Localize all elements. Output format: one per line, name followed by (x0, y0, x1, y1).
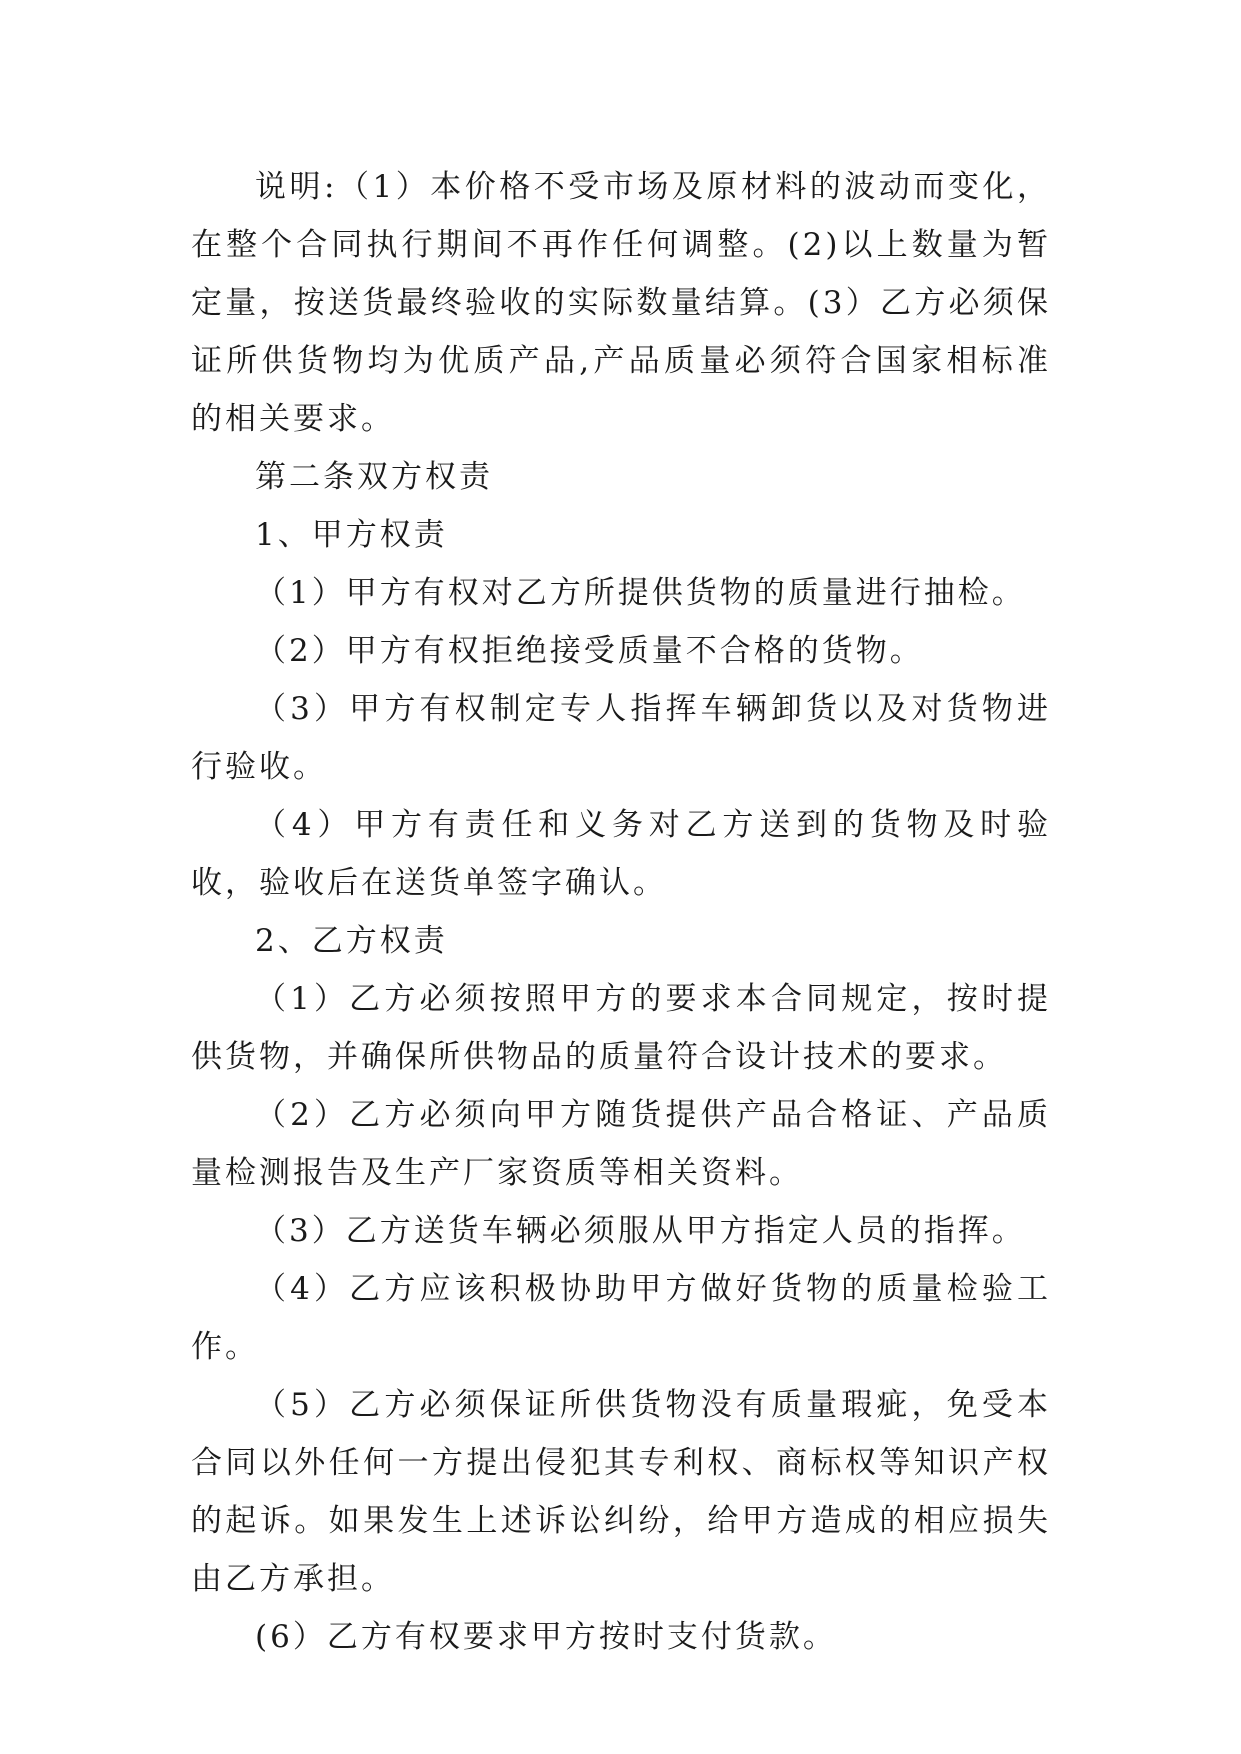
paragraph-party-b-1: （1）乙方必须按照甲方的要求本合同规定，按时提供货物，并确保所供物品的质量符合设计技术的要求。 (191, 981, 1051, 1075)
paragraph-party-b-5: （5）乙方必须保证所供货物没有质量瑕疵，免受本合同以外任何一方提出侵犯其专利权、商标权等知识产权的起诉。如果发生上述诉讼纠纷，给甲方造成的相应损失由乙方承担。 (191, 1387, 1051, 1597)
paragraph-party-b-6: (6）乙方有权要求甲方按时支付货款。 (255, 1619, 837, 1655)
paragraph-party-a-1: （1）甲方有权对乙方所提供货物的质量进行抽检。 (255, 575, 1026, 611)
document-body (191, 158, 1051, 1666)
paragraph-party-b-4: （4）乙方应该积极协助甲方做好货物的质量检验工作。 (191, 1271, 1051, 1365)
paragraph-party-a-3: （3）甲方有权制定专人指挥车辆卸货以及对货物进行验收。 (191, 691, 1051, 785)
paragraph-party-a-4: （4）甲方有责任和义务对乙方送到的货物及时验收，验收后在送货单签字确认。 (191, 807, 1051, 901)
paragraph-party-b-3: （3）乙方送货车辆必须服从甲方指定人员的指挥。 (255, 1213, 1026, 1249)
paragraph-party-b-2: （2）乙方必须向甲方随货提供产品合格证、产品质量检测报告及生产厂家资质等相关资料。 (191, 1097, 1051, 1191)
heading-article-two: 第二条双方权责 (255, 459, 493, 495)
heading-party-a-rights: 1、甲方权责 (255, 517, 448, 553)
heading-party-b-rights: 2、乙方权责 (255, 923, 448, 959)
paragraph-party-a-2: （2）甲方有权拒绝接受质量不合格的货物。 (255, 633, 924, 669)
paragraph-price-note: 说明:（1）本价格不受市场及原材料的波动而变化，在整个合同执行期间不再作任何调整。(2)以上数量为暂定量，按送货最终验收的实际数量结算。(3）乙方必须保证所供货物均为优质产品,产品质量必须符合国家相标准的相关要求。 (191, 169, 1051, 437)
